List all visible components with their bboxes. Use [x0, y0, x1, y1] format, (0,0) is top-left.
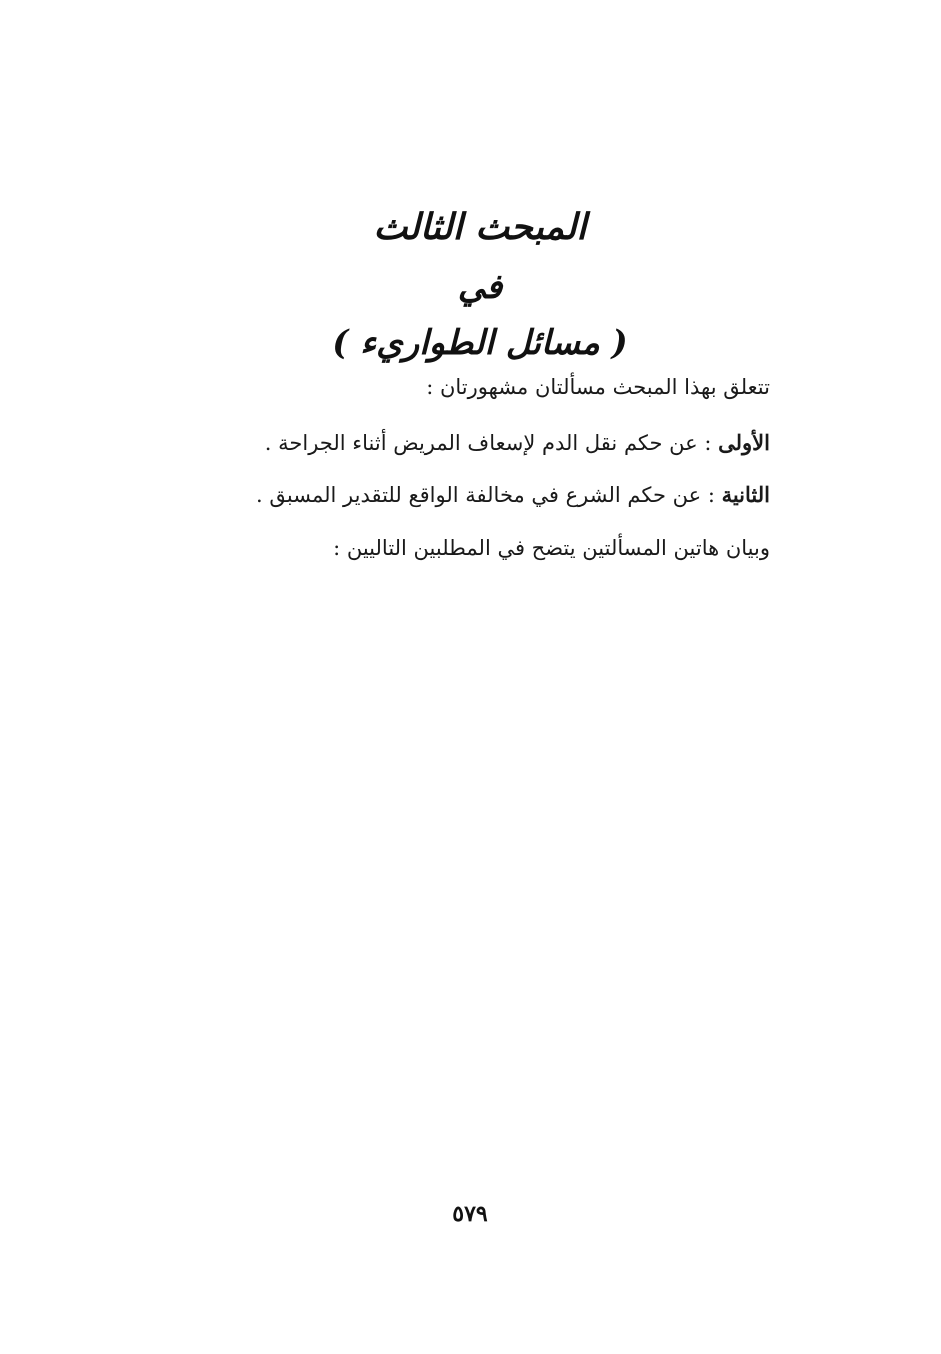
closing-paragraph: وبيان هاتين المسألتين يتضح في المطلبين التاليين :	[333, 536, 770, 560]
section-title-connector: في	[457, 267, 503, 307]
second-issue-paragraph	[150, 480, 770, 510]
second-issue-text: : عن حكم الشرع في مخالفة الواقع للتقدير المسبق .	[256, 483, 722, 507]
second-issue-label: الثانية	[721, 482, 770, 507]
first-issue-paragraph	[150, 428, 770, 458]
intro-paragraph: تتعلق بهذا المبحث مسألتان مشهورتان :	[426, 375, 770, 399]
first-issue-text: : عن حكم نقل الدم لإسعاف المريض أثناء الجراحة .	[264, 431, 719, 455]
page-number: ٥٧٩	[452, 1201, 488, 1227]
section-subtitle: ( مسائل الطواريء )	[332, 323, 628, 363]
first-issue-label: الأولى	[718, 430, 770, 455]
section-title: المبحث الثالث	[373, 206, 587, 248]
